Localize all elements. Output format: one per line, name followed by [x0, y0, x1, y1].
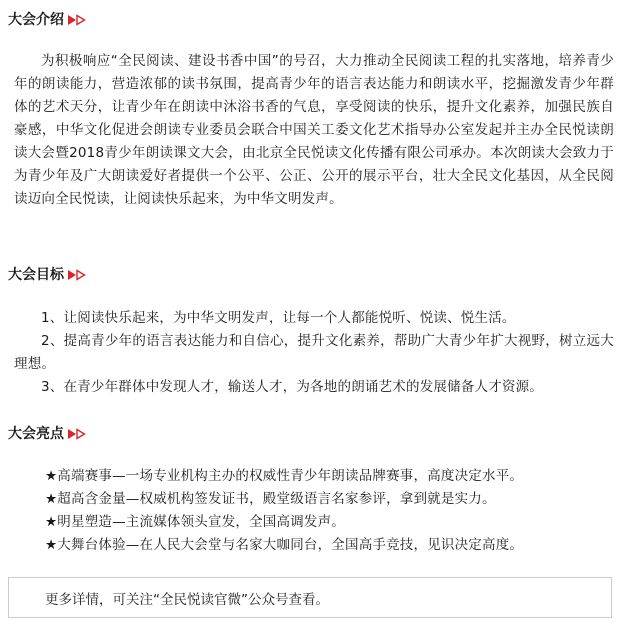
- intro-title: 大会介绍: [8, 12, 64, 28]
- intro-paragraph: 为积极响应“全民阅读、建设书香中国”的号召，大力推动全民阅读工程的扎实落地，培养青少年的朗读能力，营造浓郁的读书氛围，提高青少年的语言表达能力和朗读水平，挖掘激发青少年群体的艺术天分，让青少年在朗读中沐浴书香的气息，享受阅读的快乐，提升文化素养，加强民族自豪感，中华文化促进会朗读专业委员会联合中国关工委文化艺术指导办公室发起并主办全民悦读朗读大会暨2018青少年朗读课文大会，由北京全民悦读文化传播有限公司承办。本次朗读大会致力于为青少年及广大朗读爱好者提供一个公平、公正、公开的展示平台，壮大全民文化基因，从全民阅读迈向全民悦读，让阅读快乐起来，为中华文明发声。: [14, 53, 614, 207]
- highlights-list: [16, 465, 616, 557]
- highlight-item: ★高端赛事—一场专业机构主办的权威性青少年朗读品牌赛事，高度决定水平。: [45, 468, 524, 484]
- goal-item: 2、提高青少年的语言表达能力和自信心，提升文化素养，帮助广大青少年扩大视野，树立远大理想。: [14, 333, 614, 372]
- goals-list: [14, 307, 614, 399]
- intro-paragraph-container: [14, 50, 614, 211]
- section-title-goals: [8, 265, 86, 285]
- section-title-highlights: [8, 424, 86, 444]
- highlight-item: ★超高含金量—权威机构签发证书，殿堂级语言名家参评，拿到就是实力。: [45, 491, 496, 507]
- highlight-item: ★大舞台体验—在人民大会堂与名家大咖同台，全国高手竞技，见识决定高度。: [45, 537, 524, 553]
- red-arrows-icon: [66, 14, 86, 26]
- goal-item: 3、在青少年群体中发现人才，输送人才，为各地的朗诵艺术的发展储备人才资源。: [41, 379, 543, 395]
- goal-item: 1、让阅读快乐起来，为中华文明发声，让每一个人都能悦听、悦读、悦生活。: [41, 310, 516, 326]
- highlight-item: ★明星塑造—主流媒体领头宣发，全国高调发声。: [45, 514, 346, 530]
- red-arrows-icon: [66, 269, 86, 281]
- red-arrows-icon: [66, 428, 86, 440]
- goals-title: 大会目标: [8, 267, 64, 283]
- more-info-text: 更多详情，可关注“全民悦读官微”公众号查看。: [45, 591, 329, 608]
- more-info-box: [8, 577, 612, 618]
- section-title-intro: [8, 10, 86, 30]
- highlights-title: 大会亮点: [8, 426, 64, 442]
